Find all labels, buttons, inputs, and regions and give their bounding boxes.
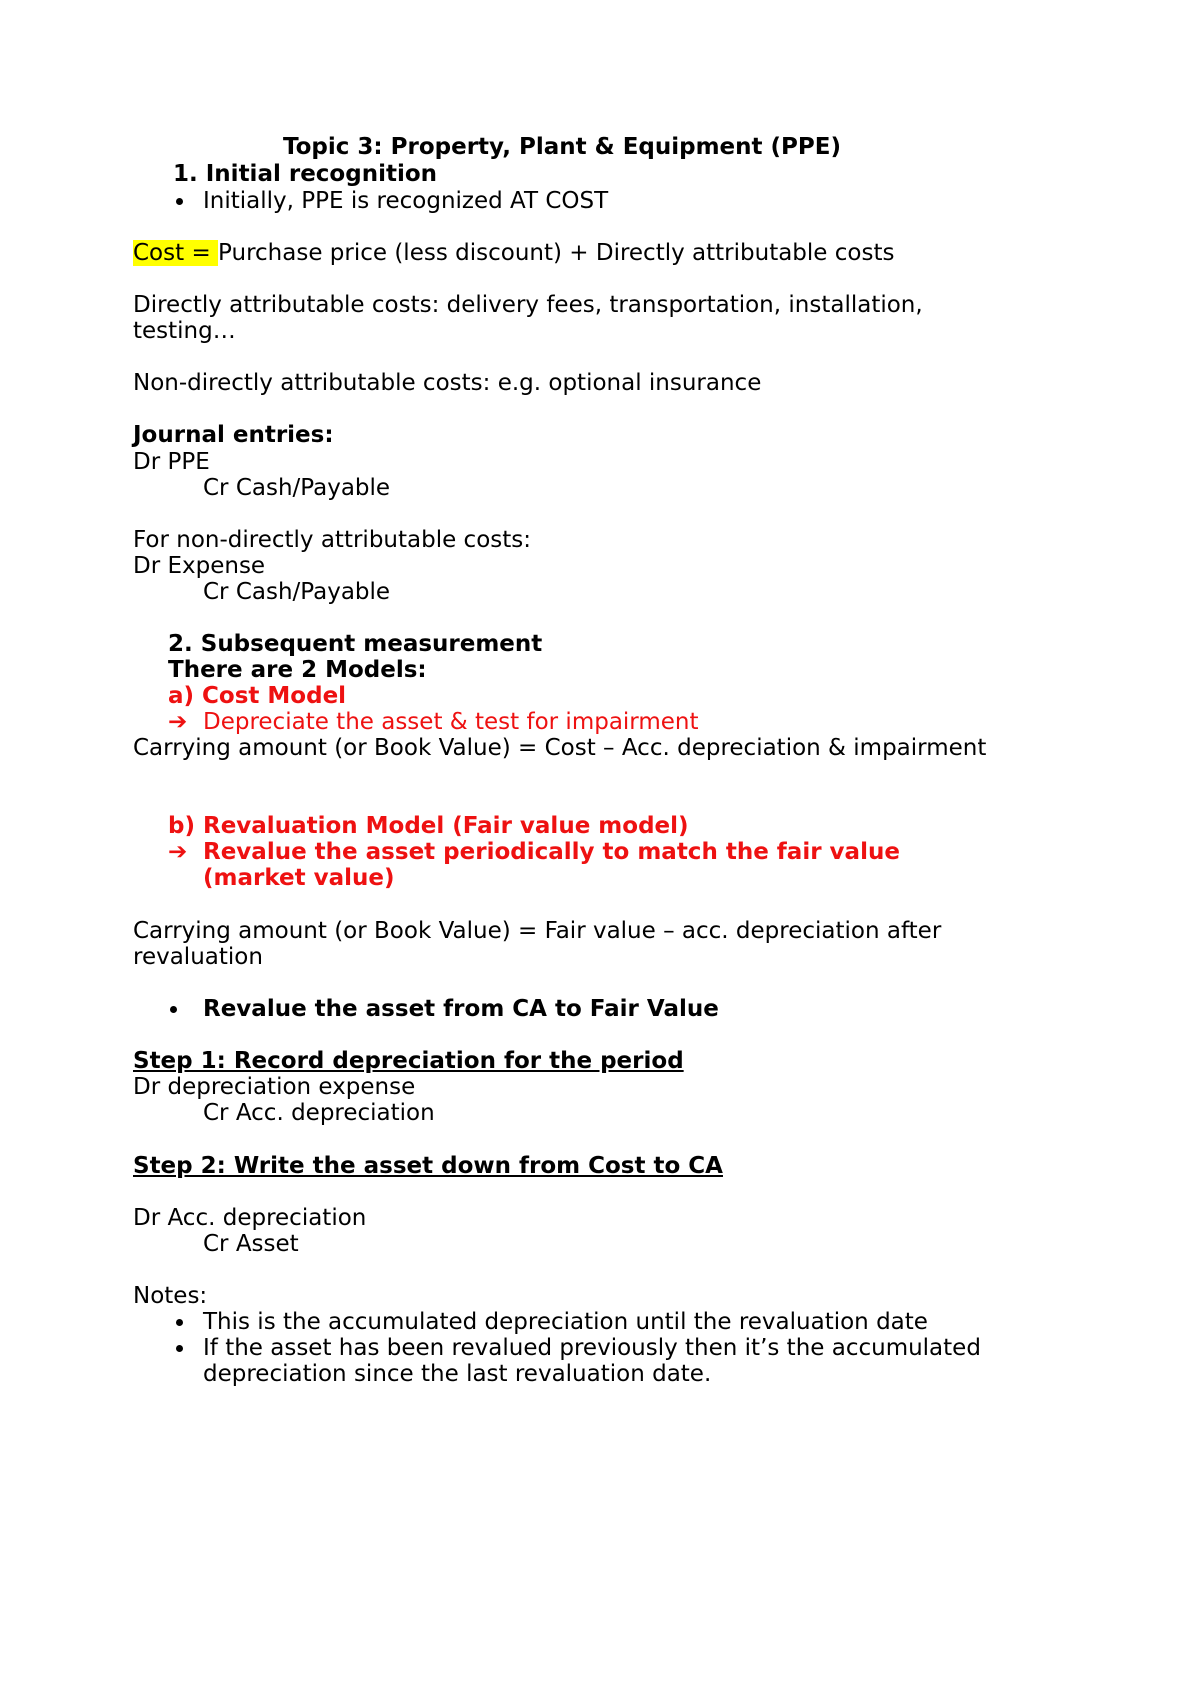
non-dac-intro: For non-directly attributable costs: (133, 527, 532, 553)
revaluation-model-arrow-icon: ➔ (168, 839, 188, 865)
models-intro: There are 2 Models: (168, 657, 427, 683)
dac-text-line2: testing… (133, 318, 236, 344)
cost-model-point: Depreciate the asset & test for impairment (203, 709, 699, 735)
bullet-icon (170, 1006, 177, 1013)
revaluation-carrying-amount-line2: revaluation (133, 944, 263, 970)
dac-text-line1: Directly attributable costs: delivery fees, transportation, installation, (133, 292, 923, 318)
notes-heading: Notes: (133, 1283, 208, 1309)
cost-model-carrying-amount: Carrying amount (or Book Value) = Cost – Acc. depreciation & impairment (133, 735, 987, 761)
revaluation-model-heading: b) Revaluation Model (Fair value model) (168, 813, 689, 839)
step1-credit-line: Cr Acc. depreciation (203, 1100, 435, 1126)
cost-formula-line (133, 239, 894, 267)
step2-credit-line: Cr Asset (203, 1231, 299, 1257)
bullet-icon (176, 1319, 183, 1326)
revalue-bullet-text: Revalue the asset from CA to Fair Value (203, 996, 719, 1022)
note-item-1: This is the accumulated depreciation until the revaluation date (203, 1309, 928, 1335)
cost-model-arrow-icon: ➔ (168, 709, 188, 735)
note-item-2-line2: depreciation since the last revaluation date. (203, 1361, 712, 1387)
step2-heading: Step 2: Write the asset down from Cost to CA (133, 1153, 723, 1179)
revaluation-point-line1: Revalue the asset periodically to match the fair value (203, 839, 900, 865)
cost-formula-text: Purchase price (less discount) + Directly attributable costs (218, 240, 895, 266)
cost-label-highlight: Cost = (133, 240, 219, 266)
bullet-icon (176, 198, 183, 205)
ndac-text: Non-directly attributable costs: e.g. optional insurance (133, 370, 762, 396)
note-item-2-line1: If the asset has been revalued previously then it’s the accumulated (203, 1335, 981, 1361)
step1-heading: Step 1: Record depreciation for the period (133, 1048, 684, 1074)
non-dac-credit-line: Cr Cash/Payable (203, 579, 391, 605)
journal-debit-line: Dr PPE (133, 449, 210, 475)
cost-model-heading: a) Cost Model (168, 683, 347, 709)
bullet-icon (176, 1345, 183, 1352)
revaluation-carrying-amount-line1: Carrying amount (or Book Value) = Fair value – acc. depreciation after (133, 918, 942, 944)
section-heading-initial-recognition: 1. Initial recognition (173, 161, 438, 187)
revaluation-point-line2: (market value) (203, 865, 395, 891)
journal-entries-heading: Journal entries: (133, 422, 334, 448)
step2-debit-line: Dr Acc. depreciation (133, 1205, 367, 1231)
journal-credit-line: Cr Cash/Payable (203, 475, 391, 501)
non-dac-debit-line: Dr Expense (133, 553, 266, 579)
section-heading-subsequent-measurement: 2. Subsequent measurement (168, 631, 543, 657)
bullet-text-initial-cost: Initially, PPE is recognized AT COST (203, 188, 609, 214)
step1-debit-line: Dr depreciation expense (133, 1074, 416, 1100)
document-title: Topic 3: Property, Plant & Equipment (PPE) (283, 134, 841, 160)
